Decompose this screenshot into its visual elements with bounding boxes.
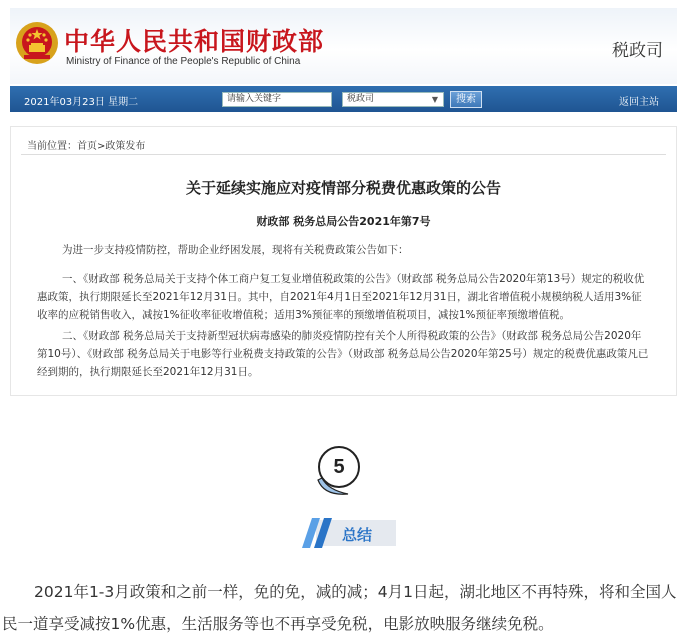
home-link[interactable]: 返回主站 (619, 97, 659, 108)
breadcrumb: 当前位置：首页>政策发布 (27, 141, 146, 152)
article-panel (10, 126, 677, 396)
chevron-down-icon: ▼ (431, 95, 438, 104)
section-heading (292, 514, 396, 552)
category-select[interactable] (342, 92, 444, 107)
article-subtitle: 财政部 税务总局公告2021年第7号 (256, 215, 431, 228)
search-input[interactable]: 请输入关键字 (222, 92, 332, 107)
article-paragraph: 为进一步支持疫情防控，帮助企业纾困发展，现将有关税费政策公告如下： (62, 244, 409, 256)
section-heading-text: 总结 (342, 526, 373, 544)
national-emblem-icon (14, 20, 60, 66)
divider (21, 154, 666, 155)
current-date: 2021年03月23日 星期二 (24, 97, 139, 108)
section-number-badge: 5 (318, 446, 360, 488)
category-select-value: 税政司 (347, 94, 375, 104)
stripes-decoration-icon (292, 514, 342, 552)
search-button[interactable]: 搜索 (450, 91, 482, 108)
article-paragraph: 一、《财政部 税务总局关于支持个体工商户复工复业增值税政策的公告》（财政部 税务总局公告2020年第13号）规定的税收优惠政策，执行期限延长至2021年12月31日。其中，自2021年4月1日至2021年12月31日，湖北省增值税小规模纳税人适用3%征收率的应税销售收入，减按1%征收率征收增值税；适用3%预征率的预缴增值税项目，减按1%预征率预缴增值税。 (37, 273, 645, 321)
site-header (10, 8, 677, 84)
ministry-name-cn: 中华人民共和国财政部 (64, 27, 325, 56)
article-title: 关于延续实施应对疫情部分税费优惠政策的公告 (185, 179, 501, 197)
article-paragraph: 二、《财政部 税务总局关于支持新型冠状病毒感染的肺炎疫情防控有关个人所得税政策的公告》（财政部 税务总局公告2020年第10号）、《财政部 税务总局关于电影等行业税费支持政策的公告》（财政部 税务总局公告2020年第25号）规定的税费优惠政策凡已经到期的，执行期限延长至2021年12月31日。 (37, 330, 649, 378)
summary-paragraph: 2021年1-3月政策和之前一样，免的免，减的减；4月1日起，湖北地区不再特殊，将和全国人民一道享受减按1%优惠，生活服务等也不再享受免税，电影放映服务继续免税。 (2, 583, 677, 633)
department-title: 税政司 (612, 41, 663, 61)
nav-bar (10, 86, 677, 112)
ministry-name-en: Ministry of Finance of the People's Republic of China (66, 56, 301, 67)
